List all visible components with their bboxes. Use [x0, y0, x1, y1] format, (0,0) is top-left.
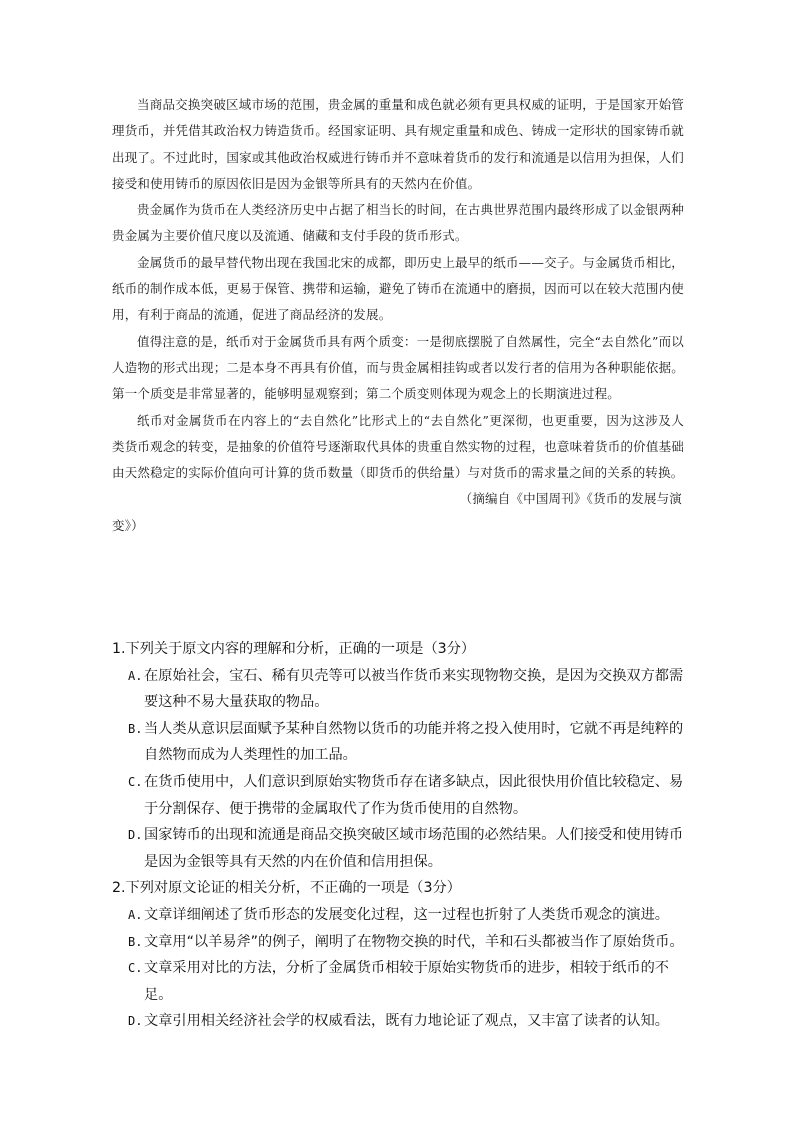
option-letter: A.	[128, 668, 143, 683]
passage-paragraph: 值得注意的是，纸币对于金属货币具有两个质变：一是彻底摆脱了自然属性，完全“去自然化”而以人造物的形式出现；二是本身不再具有价值，而与贵金属相挂钩或者以发行者的信用为各种职能依据。第一个质变是非常显著的，能够明显观察到；第二个质变则体现为观念上的长期演进过程。	[112, 333, 684, 402]
option-c	[112, 769, 692, 822]
option-letter: B.	[128, 934, 143, 949]
question-section	[112, 636, 692, 1035]
option-text: 当人类从意识层面赋予某种自然物以货币的功能并将之投入使用时，它就不再是纯粹的自然物而成为人类理性的加工品。	[144, 720, 684, 764]
reading-passage	[112, 92, 684, 539]
passage-paragraph: 贵金属作为货币在人类经济历史中占据了相当长的时间，在古典世界范围内最终形成了以金银两种贵金属为主要价值尺度以及流通、储藏和支付手段的货币形式。	[112, 202, 684, 244]
option-b	[112, 929, 692, 956]
source-citation-line-1: （摘编自《中国周刊》《货币的发展与演	[459, 491, 682, 507]
question-stem: 2.下列对原文论证的相关分析，不正确的一项是（3分）	[112, 880, 461, 897]
source-citation-line-2: 变》）	[112, 517, 144, 533]
option-text: 在货币使用中，人们意识到原始实物货币存在诸多缺点，因此很快用价值比较稳定、易于分割保存、便于携带的金属取代了作为货币使用的自然物。	[144, 773, 684, 817]
passage-paragraph: 金属货币的最早替代物出现在我国北宋的成都，即历史上最早的纸币——交子。与金属货币相比，纸币的制作成本低，更易于保管、携带和运输，避免了铸币在流通中的磨损，因而可以在较大范围内使用，有利于商品的流通，促进了商品经济的发展。	[112, 254, 684, 323]
option-text: 文章采用对比的方法，分析了金属货币相较于原始实物货币的进步，相较于纸币的不足。	[144, 960, 669, 1003]
option-text: 国家铸币的出现和流通是商品交换突破区域市场范围的必然结果。人们接受和使用铸币是因为金银等具有天然的内在价值和信用担保。	[144, 827, 684, 870]
option-letter: D.	[128, 1014, 143, 1029]
option-a	[112, 663, 692, 716]
option-letter: B.	[128, 721, 143, 736]
option-letter: D.	[128, 828, 143, 843]
option-letter: C.	[128, 774, 143, 789]
option-text: 文章引用相关经济社会学的权威看法，既有力地论证了观点，又丰富了读者的认知。	[144, 1013, 669, 1030]
passage-paragraph: 纸币对金属货币在内容上的“去自然化”比形式上的“去自然化”更深彻，也更重要，因为这涉及人类货币观念的转变，是抽象的价值符号逐渐取代具体的贵重自然实物的过程，也意味着货币的价值基础由天然稳定的实际价值向可计算的货币数量（即货币的供给量）与对货币的需求量之间的关系的转换。	[112, 412, 684, 481]
option-text: 在原始社会，宝石、稀有贝壳等可以被当作货币来实现物物交换，是因为交换双方都需要这种不易大量获取的物品。	[144, 667, 684, 711]
option-letter: C.	[128, 961, 143, 976]
option-letter: A.	[128, 907, 143, 922]
option-text: 文章详细阐述了货币形态的发展变化过程，这一过程也折射了人类货币观念的演进。	[144, 906, 669, 923]
option-d	[112, 822, 692, 875]
option-d	[112, 1008, 692, 1035]
passage-paragraph: 当商品交换突破区域市场的范围，贵金属的重量和成色就必须有更具权威的证明，于是国家开始管理货币，并凭借其政治权力铸造货币。经国家证明、具有规定重量和成色、铸成一定形状的国家铸币就出现了。不过此时，国家或其他政治权威进行铸币并不意味着货币的发行和流通是以信用为担保，人们接受和使用铸币的原因依旧是因为金银等所具有的天然内在价值。	[112, 97, 684, 191]
question-stem: 1.下列关于原文内容的理解和分析，正确的一项是（3分）	[112, 641, 476, 657]
option-text: 文章用“以羊易斧”的例子，阐明了在物物交换的时代，羊和石头都被当作了原始货币。	[144, 933, 684, 950]
option-a	[112, 902, 692, 929]
passage-source	[112, 486, 684, 539]
question-1	[112, 636, 692, 875]
question-2	[112, 875, 692, 1035]
option-c	[112, 955, 692, 1008]
option-b	[112, 716, 692, 769]
